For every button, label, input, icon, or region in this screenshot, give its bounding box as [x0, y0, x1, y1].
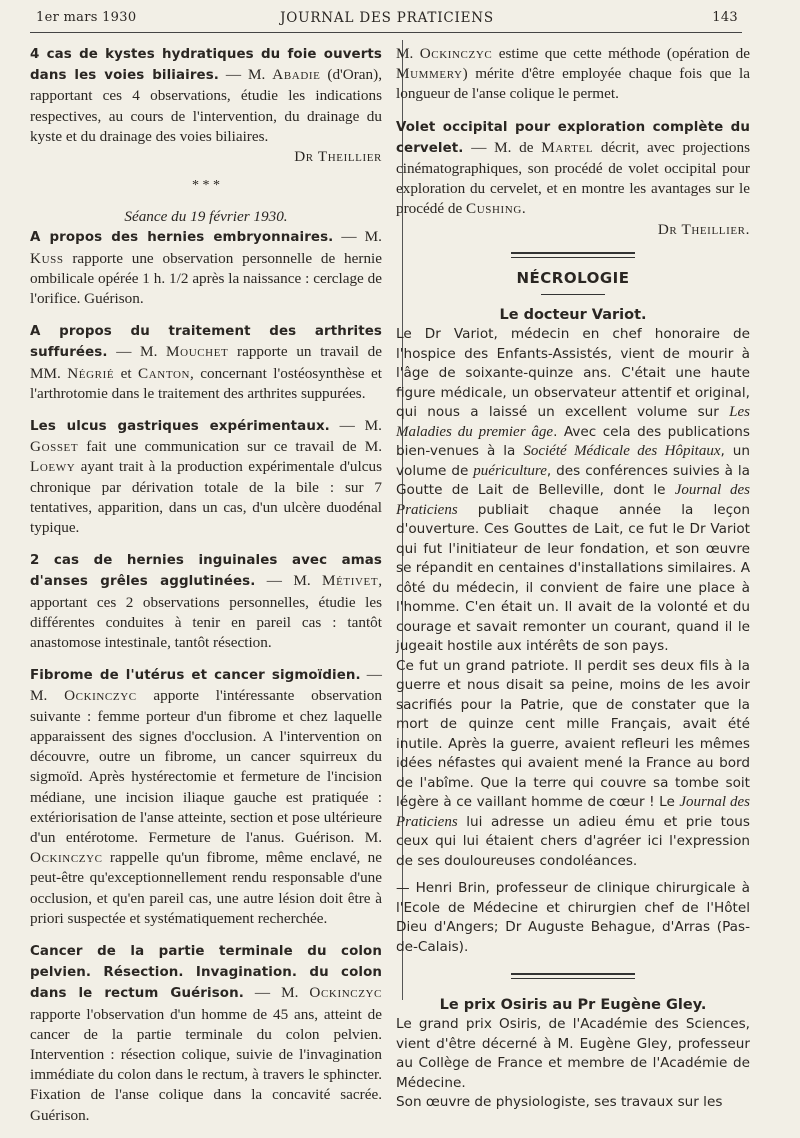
- italic-text: Société Médicale des Hôpitaux: [523, 443, 721, 460]
- article-arthrites: [30, 321, 382, 404]
- article-text: Son œuvre de physiologiste, ses travaux sur les: [396, 1094, 723, 1111]
- header-rule: [30, 32, 742, 33]
- article-text: — M.: [107, 343, 167, 361]
- article-text: — M. de: [463, 138, 542, 156]
- obituary-list: — Henri Brin, professeur de clinique chirurgicale à l'Ecole de Médecine et chirurgien chef de l'Hôtel Dieu d'Angers; Dr Auguste Behague, d'Arras (Pas-de-Calais).: [396, 880, 750, 955]
- author-name: Ockinczyc: [30, 849, 103, 867]
- article-text: rapporte l'observation d'un homme de 45 ans, atteint de cancer de la partie terminale du colon pelvien. Intervention : résection colique, suivie de l'invagination immédiate du colon dans le rectum, à travers le sphincter. Fixation de l'anse colique dans la concavité sacrée. Guérison.: [30, 1005, 382, 1124]
- italic-text: Journal des Praticiens: [396, 482, 750, 518]
- article-title: Volet occipital pour exploration complète du cervelet.: [396, 119, 750, 156]
- article-kystes: [30, 44, 382, 167]
- article-title: Le prix Osiris au Pr Eugène Gley.: [439, 997, 707, 1014]
- article-text: estime que cette méthode (opération de: [492, 45, 750, 62]
- author-name: Métivet: [322, 572, 379, 590]
- article-text: , des conférences suivies à la Goutte de Lait de Belleville, dont le: [396, 462, 750, 499]
- title-divider: [541, 294, 605, 295]
- article-text: — M.: [329, 417, 382, 435]
- page-number: 143: [712, 10, 738, 25]
- asterism: * * *: [192, 178, 220, 194]
- author-name: Canton: [138, 364, 191, 382]
- article-hernies-inguinales: [30, 550, 382, 653]
- article-text: , apportant ces 2 observations personnelles, étudie les différentes conduites à tenir en pareil cas : tantôt anastomose intestinale, tantôt résection.: [30, 572, 382, 652]
- article-volet: [396, 117, 750, 240]
- signature: Dr Theillier.: [657, 220, 750, 238]
- italic-text: Les Maladies du premier âge: [396, 404, 750, 440]
- author-name: Gosset: [30, 438, 79, 456]
- article-text: rappelle qu'un fibrome, même enclavé, ne peut-être qu'exceptionnellement rendu responsable d'une occlusion, et qu'en pareil cas, une autre lésion doit être à priori suspectée et systématiquement recherchée.: [30, 849, 382, 927]
- article-text: publiait chaque année la leçon d'ouverture. Ces Gouttes de Lait, ce fut le Dr Variot qui fut l'initiateur de leur fondation, et son œuvre se répandit en centaines d'installations similaires. A côté du médecin, il convient de faire une place à l'homme. C'en était un. Il avait de la volonté et du courage et savait remonter un courant, quand il le jugeait hostile aux intérêts de son pays.: [396, 501, 750, 655]
- article-text: et: [114, 364, 138, 382]
- author-name: Kuss: [30, 249, 64, 267]
- article-text: (d'Oran), rapportant ces 4 observations, étudie les indications respectives, au cours de l'intervention, du drainage du kyste et du drainage des voies biliaires.: [30, 66, 382, 145]
- author-name: Mummery: [396, 65, 463, 83]
- article-text: — M.: [243, 984, 310, 1002]
- article-title: Le docteur Variot.: [499, 307, 647, 324]
- article-text: fait une communication sur ce travail de M.: [78, 438, 382, 456]
- article-text: ) mérite d'être employée chaque fois que la longueur de l'anse colique le permet.: [396, 65, 750, 103]
- article-text: rapporte un travail de MM.: [30, 343, 382, 382]
- article-text: M.: [396, 45, 420, 62]
- article-text: — M.: [30, 666, 382, 705]
- italic-text: Journal des Praticiens: [396, 794, 750, 830]
- left-column: [30, 44, 382, 1138]
- article-text: Ce fut un grand patriote. Il perdit ses deux fils à la guerre et nous disait sa peine, moins de les avoir sacrifiés pour la Patrie, que de constater que la mort de quinze cent mille Français, avait été inutile. Après la guerre, avaient refleuri les mêmes idées néfastes qui avaient mené la France au bord de l'abîme. Que la terre qui couvre sa tombe soit légère à ce vaillant homme de cœur ! Le: [396, 657, 750, 811]
- article-text: Le Dr Variot, médecin en chef honoraire de l'hospice des Enfants-Assistés, vient de mourir à l'âge de soixante-quinze ans. C'était une haute figure médicale, un observateur attentif et original, qui nous a laissé un excellent volume sur: [396, 326, 750, 421]
- author-name: Cushing: [466, 200, 522, 218]
- article-text: lui adresse un adieu ému et prie tous ceux qui lui étaient chers d'agréer ici l'expression de ses douloureuses condoléances.: [396, 813, 750, 869]
- article-osiris: [396, 1015, 750, 1113]
- author-name: Martel: [541, 138, 594, 156]
- section-title: NÉCROLOGIE: [516, 268, 630, 287]
- author-name: Abadie: [272, 66, 321, 84]
- article-mummery: [396, 44, 750, 105]
- article-text: — M.: [218, 66, 273, 84]
- article-cancer: [30, 941, 382, 1126]
- article-hernies: [30, 227, 382, 309]
- article-title: 2 cas de hernies inguinales avec amas d'anses grêles agglutinées.: [30, 553, 382, 590]
- article-variot: [396, 325, 750, 957]
- article-text: — M.: [333, 228, 382, 246]
- article-ulcus: [30, 416, 382, 538]
- right-column: [396, 44, 750, 1113]
- author-name: Négrié: [67, 364, 115, 382]
- author-name: Ockinczyc: [309, 984, 382, 1002]
- article-text: , concernant l'ostéosynthèse et l'arthrotomie dans le traitement des arthrites suppurées.: [30, 364, 382, 402]
- author-name: Ockinczyc: [419, 45, 493, 62]
- article-title: A propos des hernies embryonnaires.: [30, 230, 334, 246]
- page-header: [36, 10, 738, 32]
- article-text: décrit, avec projections cinématographiques, son procédé de volet occipital pour exploration du cervelet, et en montre les avantages sur le procédé de: [396, 138, 750, 218]
- author-name: Ockinczyc: [64, 687, 137, 705]
- article-text: . Avec cela des publications bien-venues à la: [396, 423, 750, 460]
- article-text: .: [521, 200, 526, 218]
- italic-text: puériculture: [473, 462, 547, 479]
- article-text: — M.: [255, 572, 322, 590]
- author-name: Mouchet: [166, 343, 229, 361]
- section-divider: [511, 252, 635, 258]
- article-title: Cancer de la partie terminale du colon pelvien. Résection. Invagination. du colon dans le rectum Guérison.: [30, 943, 382, 1002]
- article-text: Le grand prix Osiris, de l'Académie des Sciences, vient d'être décerné à M. Eugène Gley, professeur au Collège de France et membre de l'Académie de Médecine.: [396, 1016, 750, 1091]
- signature: Dr Theillier: [294, 148, 382, 166]
- session-date: Séance du 19 février 1930.: [124, 208, 288, 226]
- article-text: apporte l'intéressante observation suivante : femme porteur d'un fibrome et chez laquelle apparaissent des signes d'occlusion. A l'intervention on découvre, outre un fibrome, un cancer squirreux du sigmoïd. Après hystérectomie et fermeture de l'incision médiane, une incision iliaque gauche est pratiquée : extériorisation de l'anse atteinte, section et pose ultérieure d'un entérotome. Fermeture de l'anus. Guérison. M.: [30, 687, 382, 846]
- author-name: Loewy: [30, 458, 76, 476]
- article-title: 4 cas de kystes hydratiques du foie ouverts dans les voies biliaires.: [30, 47, 382, 84]
- journal-title: JOURNAL DES PRATICIENS: [280, 10, 494, 26]
- article-fibrome: [30, 665, 382, 929]
- article-title: Les ulcus gastriques expérimentaux.: [30, 419, 330, 435]
- section-divider: [511, 973, 635, 979]
- article-text: , un volume de: [396, 443, 751, 479]
- article-title: A propos du traitement des arthrites suffurées.: [30, 324, 382, 361]
- article-text: ayant trait à la production expérimentale d'ulcus chronique par dérivation totale de la bile : sur 7 tentatives, apparition, dans un cas, d'un ulcère duodénal typique.: [30, 458, 382, 537]
- header-date: 1er mars 1930: [36, 10, 137, 25]
- article-text: rapporte une observation personnelle de hernie ombilicale opérée 1 h. 1/2 après la naissance : cerclage de l'orifice. Guérison.: [30, 249, 382, 308]
- article-title: Fibrome de l'utérus et cancer sigmoïdien.: [30, 668, 361, 684]
